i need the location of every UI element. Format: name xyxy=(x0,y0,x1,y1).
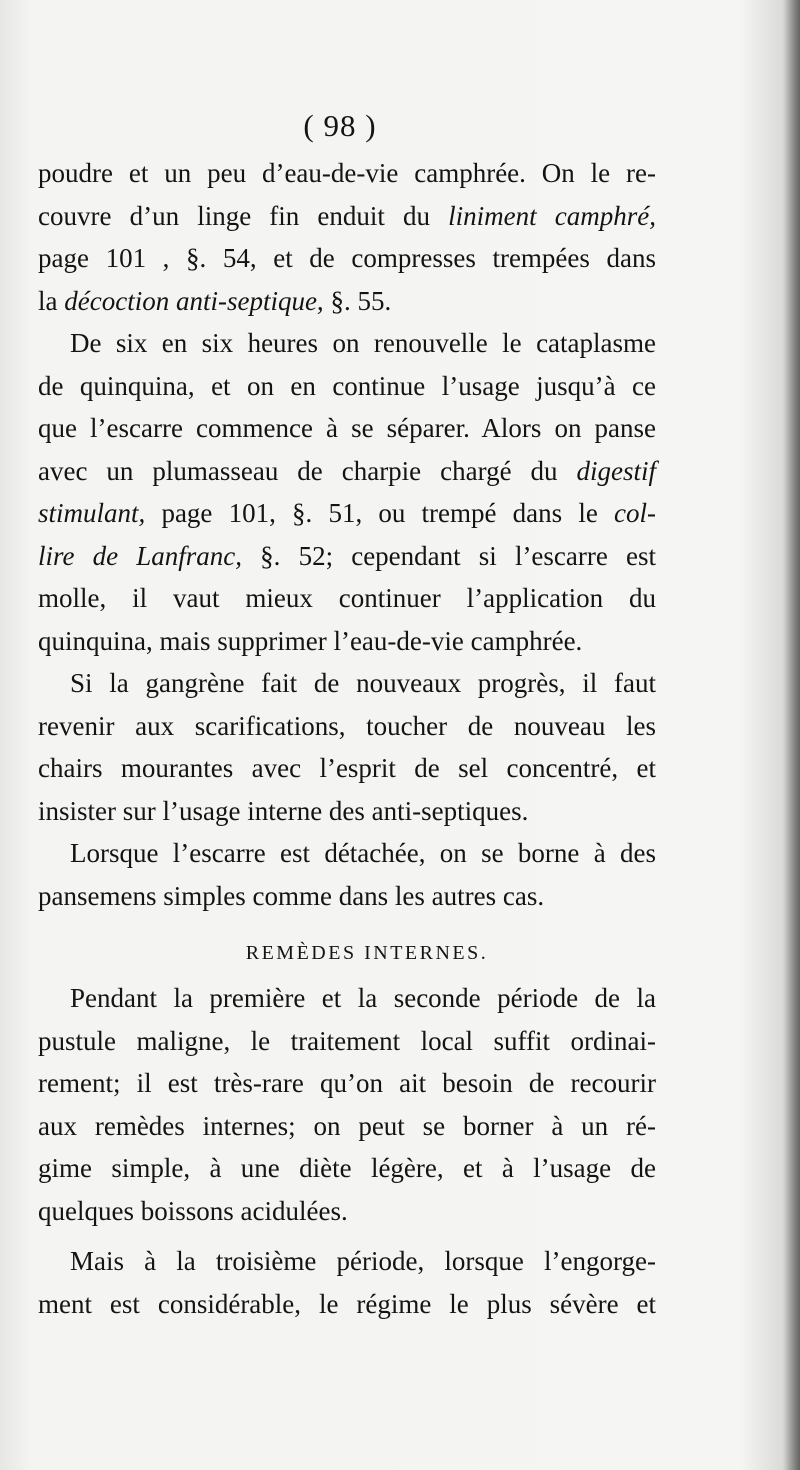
text-line: molle, il vaut mieux continuer l’application du xyxy=(38,583,656,613)
italic-text: col- xyxy=(614,498,656,528)
spacer xyxy=(38,917,656,925)
text-line: ment est considérable, le régime le plus sévère et xyxy=(38,1288,656,1319)
text-line: §. 55. xyxy=(330,285,392,316)
paragraph-4 xyxy=(38,832,656,875)
paragraph-2 xyxy=(38,322,656,365)
text-line: couvre d’un linge fin enduit du xyxy=(38,200,449,231)
text-line: gime simple, à une diète légère, et à l’usage de xyxy=(38,1153,656,1183)
text-line: pansemens simples comme dans les autres cas. xyxy=(38,880,545,911)
body-text xyxy=(38,152,656,1325)
section-heading: REMÈDES INTERNES. xyxy=(245,942,489,964)
text-line: poudre et un peu d’eau-de-vie camphrée. On le re- xyxy=(38,158,656,188)
paragraph-5 xyxy=(38,977,656,1020)
text-line: la xyxy=(38,285,65,316)
italic-text: digestif xyxy=(576,455,656,486)
text-line: §. 52; cependant si l’escarre est xyxy=(260,540,656,571)
paragraph-1 xyxy=(38,152,656,195)
italic-text: décoction anti-septique, xyxy=(64,285,331,316)
text-line: page 101, §. 51, ou trempé dans le xyxy=(145,498,615,528)
text-line: revenir aux scarifications, toucher de nouveau les xyxy=(38,710,656,741)
text-line: de quinquina, et on en continue l’usage jusqu’à ce xyxy=(38,370,656,401)
italic-text: lire de Lanfranc, xyxy=(38,540,261,571)
text-line: Lorsque l’escarre est détachée, on se borne à des xyxy=(70,838,656,868)
text-line: aux remèdes internes; on peut se borner à un ré- xyxy=(38,1110,656,1141)
text-line: De six en six heures on renouvelle le cataplasme xyxy=(70,328,656,358)
text-line: Mais à la troisième période, lorsque l’engorge- xyxy=(70,1246,656,1276)
text-line: rement; il est très-rare qu’on ait besoin de recourir xyxy=(38,1068,656,1098)
paragraph-6 xyxy=(38,1240,656,1283)
italic-text: stimulant, xyxy=(38,498,146,528)
text-line: page 101 , §. 54, et de compresses trempées dans xyxy=(38,243,656,273)
paragraph-3 xyxy=(38,662,656,705)
text-line: que l’escarre commence à se séparer. Alors on panse xyxy=(38,413,656,443)
text-line: pustule maligne, le traitement local suffit ordinai- xyxy=(38,1025,656,1056)
text-line: Si la gangrène fait de nouveaux progrès, il faut xyxy=(70,668,656,698)
italic-text: liniment camphré, xyxy=(448,200,656,231)
text-line: quelques boissons acidulées. xyxy=(38,1195,348,1226)
text-line: quinquina, mais supprimer l’eau-de-vie camphrée. xyxy=(38,625,583,656)
text-line: insister sur l’usage interne des anti-septiques. xyxy=(38,795,529,826)
page-number: ( 98 ) xyxy=(303,108,377,143)
text-line: chairs mourantes avec l’esprit de sel concentré, et xyxy=(38,753,656,783)
text-line: avec un plumasseau de charpie chargé du xyxy=(38,455,577,486)
binding-shadow xyxy=(782,0,800,1470)
text-line: Pendant la première et la seconde période de la xyxy=(70,983,656,1013)
